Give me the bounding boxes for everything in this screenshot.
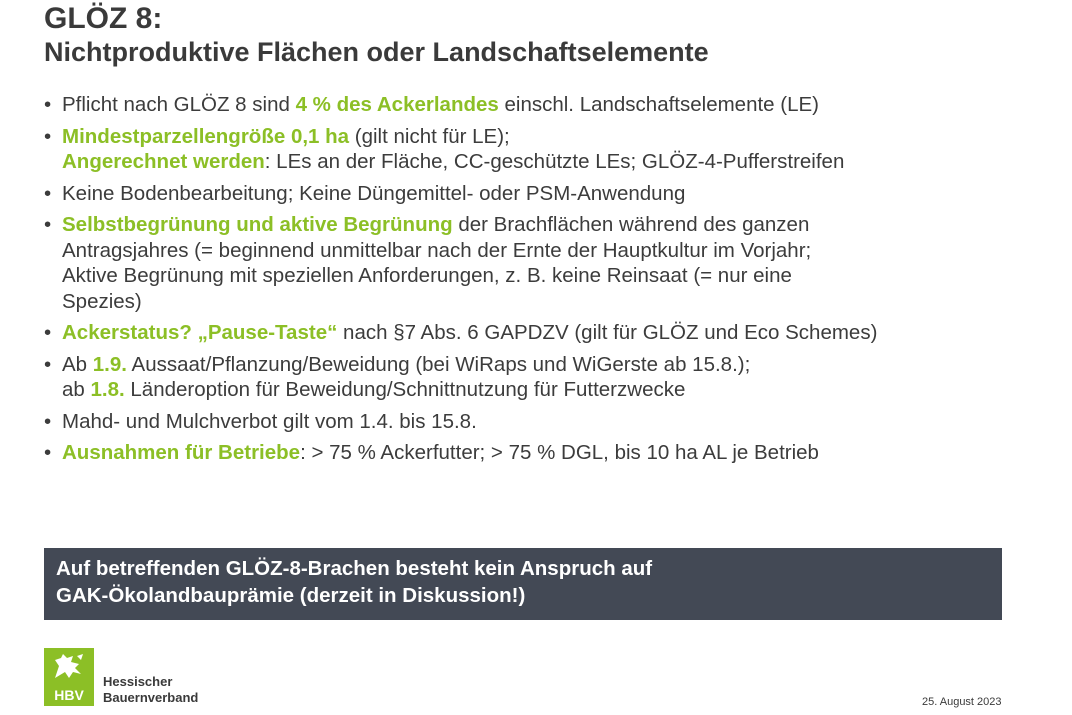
body-text: ab <box>62 378 91 401</box>
body-text: Aktive Begrünung mit speziellen Anforderungen, z. B. keine Reinsaat (= nur eine <box>62 264 792 287</box>
bullet-line <box>62 377 1044 403</box>
bullet-line <box>62 149 1044 175</box>
highlighted-text: Ausnahmen für Betriebe <box>62 441 301 464</box>
bullet-line <box>62 289 1044 315</box>
banner-line-2: GAK-Ökolandbauprämie (derzeit in Diskussion!) <box>56 584 526 607</box>
bullet-dot-icon: • <box>44 441 52 464</box>
bullet-line <box>62 320 1044 346</box>
body-text: nach §7 Abs. 6 GAPDZV (gilt für GLÖZ und Eco Schemes) <box>337 321 878 344</box>
body-text: Länderoption für Beweidung/Schnittnutzung für Futterzwecke <box>124 378 686 401</box>
bullet-item <box>44 440 1044 466</box>
hbv-logo <box>44 648 94 706</box>
bullet-dot-icon: • <box>44 321 52 344</box>
body-text: Spezies) <box>62 289 142 313</box>
title-subtitle: Nichtproduktive Flächen oder Landschaftselemente <box>44 37 709 67</box>
bullet-item <box>44 181 1044 207</box>
slide-title <box>44 2 709 68</box>
bullet-line <box>62 238 1044 264</box>
body-text: einschl. Landschaftselemente (LE) <box>498 93 819 116</box>
bullet-item <box>44 320 1044 346</box>
body-text: Keine Bodenbearbeitung; Keine Düngemittel- oder PSM-Anwendung <box>62 181 686 205</box>
lion-emblem-icon <box>51 652 87 682</box>
body-text: Aussaat/Pflanzung/Beweidung (bei WiRaps und WiGerste ab 15.8.); <box>126 352 751 376</box>
highlighted-text: Angerechnet werden <box>62 150 265 173</box>
bullet-line <box>62 263 1044 289</box>
bullet-item <box>44 124 1044 175</box>
highlighted-text: Ackerstatus? „Pause-Taste“ <box>62 321 338 344</box>
org-line-1: Hessischer <box>103 674 173 689</box>
bullet-dot-icon: • <box>44 409 52 433</box>
bullet-line <box>62 440 1044 466</box>
bullet-line <box>62 409 1044 435</box>
highlighted-text: Selbstbegrünung und aktive Begrünung <box>62 213 453 236</box>
body-text: : LEs an der Fläche, CC-geschützte LEs; GLÖZ-4-Pufferstreifen <box>264 150 845 173</box>
bullet-list <box>44 92 1044 472</box>
slide-date: 25. August 2023 <box>922 696 1002 708</box>
highlighted-text: 1.9. <box>92 352 127 376</box>
bullet-item <box>44 352 1044 403</box>
bullet-dot-icon: • <box>44 181 52 205</box>
highlighted-text: 4 % des Ackerlandes <box>295 93 499 116</box>
body-text: Antragsjahres (= beginnend unmittelbar nach der Ernte der Hauptkultur im Vorjahr; <box>62 238 812 262</box>
bullet-dot-icon: • <box>44 213 52 236</box>
organization-name <box>103 674 198 706</box>
bullet-dot-icon: • <box>44 124 52 148</box>
bullet-line <box>62 181 1044 207</box>
bullet-line <box>62 352 1044 378</box>
bullet-item <box>44 92 1044 118</box>
body-text: Mahd- und Mulchverbot gilt vom 1.4. bis 15.8. <box>62 409 477 433</box>
bullet-dot-icon: • <box>44 93 52 116</box>
body-text: (gilt nicht für LE); <box>349 124 510 148</box>
logo-abbreviation: HBV <box>54 687 84 703</box>
body-text: Ab <box>62 352 93 376</box>
highlighted-text: Mindestparzellengröße 0,1 ha <box>62 124 350 148</box>
bullet-line <box>62 92 1044 118</box>
body-text: der Brachflächen während des ganzen <box>452 213 810 236</box>
bullet-item <box>44 212 1044 314</box>
bullet-line <box>62 212 1044 238</box>
bullet-dot-icon: • <box>44 352 52 376</box>
info-banner <box>44 548 1002 620</box>
title-main: GLÖZ 8: <box>44 2 163 35</box>
body-text: Pflicht nach GLÖZ 8 sind <box>62 93 296 116</box>
org-line-2: Bauernverband <box>103 690 199 705</box>
bullet-line <box>62 124 1044 150</box>
highlighted-text: 1.8. <box>90 378 125 401</box>
body-text: : > 75 % Ackerfutter; > 75 % DGL, bis 10 ha AL je Betrieb <box>300 441 819 464</box>
bullet-item <box>44 409 1044 435</box>
banner-line-1: Auf betreffenden GLÖZ-8-Brachen besteht kein Anspruch auf <box>56 557 653 580</box>
